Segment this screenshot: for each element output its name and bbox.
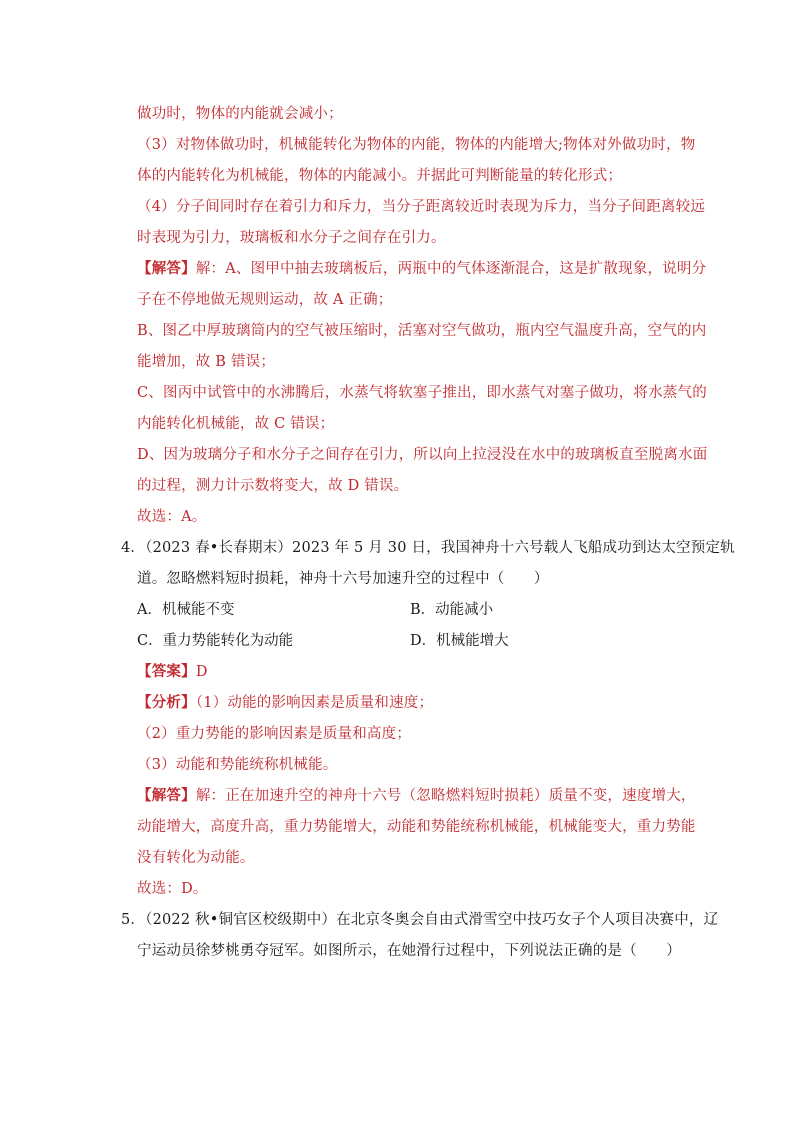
answer-tag: 【答案】 bbox=[137, 663, 196, 680]
q4-analysis-2: （2）重力势能的影响因素是质量和高度； bbox=[137, 726, 412, 742]
q3-solution-d-line-1: D、因为玻璃分子和水分子之间存在引力，所以向上拉浸没在水中的玻璃板直至脱离水面 bbox=[137, 447, 708, 463]
q4-choice: 故选：D。 bbox=[137, 881, 208, 897]
q3-solution-a-line-1 bbox=[137, 259, 706, 279]
q4-answer bbox=[137, 662, 208, 682]
q3-choice: 故选：A。 bbox=[137, 509, 207, 525]
q4-option-c: C．重力势能转化为动能 bbox=[137, 633, 294, 649]
analysis-point-3-line-2: 体的内能转化为机械能，物体的内能减小。并据此可判断能量的转化形式； bbox=[137, 168, 623, 184]
q3-solution-c-line-2: 内能转化机械能，故 C 错误； bbox=[137, 416, 335, 432]
solution-tag: 【解答】 bbox=[137, 260, 196, 277]
q4-option-d: D．机械能增大 bbox=[410, 633, 509, 649]
q4-solution-line-2: 动能增大，高度升高，重力势能增大，动能和势能统称机械能，机械能变大，重力势能 bbox=[137, 819, 696, 835]
q3-solution-d-line-2: 的过程，测力计示数将变大，故 D 错误。 bbox=[137, 478, 409, 494]
q4-stem-line-2: 道。忽略燃料短时损耗，神舟十六号加速升空的过程中（ ） bbox=[137, 571, 549, 587]
q3-solution-b-line-2: 能增加，故 B 错误； bbox=[137, 354, 276, 370]
q4-solution-line-1-text: 解：正在加速升空的神舟十六号（忽略燃料短时损耗）质量不变，速度增大， bbox=[195, 788, 696, 804]
q4-option-a: A．机械能不变 bbox=[137, 602, 235, 618]
q3-solution-a-line-2: 子在不停地做无规则运动，故 A 正确； bbox=[137, 292, 393, 308]
analysis-tag: 【分析】 bbox=[137, 694, 196, 711]
analysis-point-3-line-1: （3）对物体做功时，机械能转化为物体的内能，物体的内能增大;物体对外做功时，物 bbox=[137, 137, 696, 153]
q3-solution-b-line-1: B、图乙中厚玻璃筒内的空气被压缩时，活塞对空气做功，瓶内空气温度升高，空气的内 bbox=[137, 323, 707, 339]
analysis-point-4-line-1: （4）分子间同时存在着引力和斥力，当分子距离较近时表现为斥力，当分子间距离较远 bbox=[137, 199, 706, 215]
q4-solution-line-3: 没有转化为动能。 bbox=[137, 850, 255, 866]
q3-solution-c-line-1: C、图丙中试管中的水沸腾后，水蒸气将软塞子推出，即水蒸气对塞子做功，将水蒸气的 bbox=[137, 385, 707, 401]
q4-stem-line-1: 4．（2023 春•长春期末）2023 年 5 月 30 日，我国神舟十六号载人飞船成功到达太空预定轨 bbox=[121, 540, 735, 556]
q4-option-b: B．动能减小 bbox=[410, 602, 494, 618]
q5-stem-line-2: 宁运动员徐梦桃勇夺冠军。如图所示，在她滑行过程中，下列说法正确的是（ ） bbox=[137, 943, 681, 959]
q4-analysis-1-text: （1）动能的影响因素是质量和速度； bbox=[195, 695, 434, 711]
q4-solution-line-1 bbox=[137, 786, 696, 806]
q3-solution-a-text: 解：A、图甲中抽去玻璃板后，两瓶中的气体逐渐混合，这是扩散现象，说明分 bbox=[195, 261, 707, 277]
analysis-continuation: 做功时，物体的内能就会减小； bbox=[137, 106, 343, 122]
q4-analysis-3: （3）动能和势能统称机械能。 bbox=[137, 757, 338, 773]
q5-stem-line-1: 5．（2022 秋•铜官区校级期中）在北京冬奥会自由式滑雪空中技巧女子个人项目决赛中，辽 bbox=[121, 912, 719, 928]
analysis-point-4-line-2: 时表现为引力，玻璃板和水分子之间存在引力。 bbox=[137, 230, 446, 246]
q4-answer-value: D bbox=[195, 664, 208, 680]
q4-analysis-1 bbox=[137, 693, 433, 713]
solution-tag: 【解答】 bbox=[137, 787, 196, 804]
